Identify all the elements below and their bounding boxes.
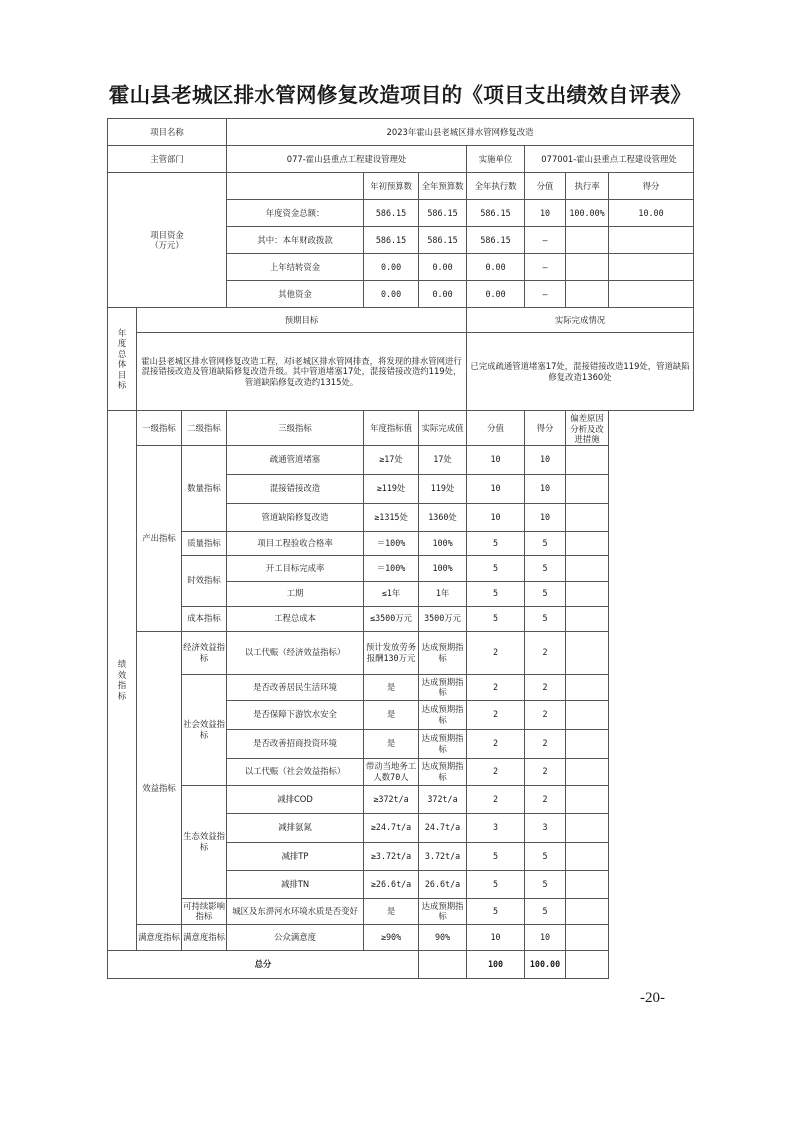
perf-value: 5	[467, 581, 525, 606]
perf-value: 5	[467, 531, 525, 555]
perf-deviation	[566, 700, 609, 729]
perf-target: ≥119处	[364, 474, 419, 503]
perf-deviation	[566, 555, 609, 581]
perf-score: 5	[525, 581, 566, 606]
perf-actual: 达成预期指标	[419, 631, 467, 674]
total-label: 总分	[108, 950, 419, 978]
funds-header: 全年预算数	[419, 173, 467, 200]
page-number: -20-	[640, 990, 665, 1006]
perf-score: 3	[525, 813, 566, 842]
funds-cell: 100.00%	[566, 200, 609, 227]
perf-actual: 24.7t/a	[419, 813, 467, 842]
funds-cell: 10.00	[609, 200, 694, 227]
self-evaluation-table	[107, 118, 694, 979]
perf-score: 2	[525, 674, 566, 700]
funds-header: 全年执行数	[467, 173, 525, 200]
perf-level3: 减排TN	[227, 870, 364, 898]
perf-label: 绩效指标	[108, 411, 137, 951]
perf-value: 5	[467, 842, 525, 870]
total-score: 100.00	[525, 950, 566, 978]
perf-actual: 119处	[419, 474, 467, 503]
perf-target: ≤1年	[364, 581, 419, 606]
project-name-value: 2023年霍山县老城区排水管网修复改造	[227, 119, 694, 146]
perf-level3: 是否改善居民生活环境	[227, 674, 364, 700]
funds-row-name: 其中：本年财政拨款	[227, 227, 364, 254]
perf-value: 5	[467, 555, 525, 581]
perf-level3: 减排COD	[227, 785, 364, 813]
perf-score: 5	[525, 606, 566, 631]
perf-deviation	[566, 729, 609, 758]
perf-actual: 达成预期指标	[419, 758, 467, 785]
perf-deviation	[566, 785, 609, 813]
goals-expected-label: 预期目标	[137, 308, 467, 333]
perf-deviation	[566, 842, 609, 870]
perf-row	[108, 785, 694, 813]
perf-target: 带动当地务工人数70人	[364, 758, 419, 785]
perf-level2: 可持续影响指标	[182, 898, 227, 924]
perf-target: 是	[364, 674, 419, 700]
perf-value: 2	[467, 729, 525, 758]
perf-value: 10	[467, 503, 525, 531]
perf-level2: 质量指标	[182, 531, 227, 555]
project-name-row	[108, 119, 694, 146]
perf-target: ≥17处	[364, 445, 419, 474]
perf-row	[108, 898, 694, 924]
funds-cell: 0.00	[419, 281, 467, 308]
perf-level3: 城区及东淠河水环境水质是否变好	[227, 898, 364, 924]
perf-header: 一级指标	[137, 411, 182, 446]
funds-header: 执行率	[566, 173, 609, 200]
perf-level1: 满意度指标	[137, 924, 182, 950]
perf-actual: 达成预期指标	[419, 700, 467, 729]
document-title: 霍山县老城区排水管网修复改造项目的《项目支出绩效自评表》	[108, 83, 692, 107]
funds-header: 得分	[609, 173, 694, 200]
funds-cell: 586.15	[419, 227, 467, 254]
perf-target: ≥372t/a	[364, 785, 419, 813]
total-value: 100	[467, 950, 525, 978]
impl-value: 077001-霍山县重点工程建设管理处	[525, 146, 694, 173]
perf-row	[108, 445, 694, 474]
perf-level2: 满意度指标	[182, 924, 227, 950]
perf-level3: 减排TP	[227, 842, 364, 870]
perf-target: ＝100%	[364, 555, 419, 581]
perf-value: 5	[467, 870, 525, 898]
perf-value: 3	[467, 813, 525, 842]
funds-cell	[566, 281, 609, 308]
impl-label: 实施单位	[467, 146, 525, 173]
funds-cell	[566, 227, 609, 254]
perf-row	[108, 555, 694, 581]
perf-target: ≥26.6t/a	[364, 870, 419, 898]
perf-level2: 成本指标	[182, 606, 227, 631]
perf-level3: 以工代赈（经济效益指标）	[227, 631, 364, 674]
funds-cell: 586.15	[364, 227, 419, 254]
perf-level3: 减排氨氮	[227, 813, 364, 842]
dept-value: 077-霍山县重点工程建设管理处	[227, 146, 467, 173]
funds-cell: —	[525, 281, 566, 308]
perf-actual: 3.72t/a	[419, 842, 467, 870]
funds-cell	[609, 281, 694, 308]
perf-level3: 管道缺陷修复改造	[227, 503, 364, 531]
perf-row	[108, 606, 694, 631]
funds-cell: 586.15	[364, 200, 419, 227]
perf-target: 是	[364, 729, 419, 758]
perf-deviation	[566, 606, 609, 631]
perf-row	[108, 531, 694, 555]
perf-target: ≥1315处	[364, 503, 419, 531]
perf-score: 10	[525, 503, 566, 531]
perf-target: ＝100%	[364, 531, 419, 555]
perf-deviation	[566, 581, 609, 606]
perf-actual: 达成预期指标	[419, 729, 467, 758]
perf-level3: 公众满意度	[227, 924, 364, 950]
perf-actual: 100%	[419, 531, 467, 555]
perf-score: 5	[525, 531, 566, 555]
funds-cell	[609, 227, 694, 254]
perf-value: 10	[467, 445, 525, 474]
perf-score: 2	[525, 785, 566, 813]
funds-cell: 586.15	[419, 200, 467, 227]
perf-deviation	[566, 531, 609, 555]
perf-actual: 1360处	[419, 503, 467, 531]
perf-actual: 26.6t/a	[419, 870, 467, 898]
funds-cell: 0.00	[467, 254, 525, 281]
perf-score: 2	[525, 758, 566, 785]
perf-target: ≤3500万元	[364, 606, 419, 631]
perf-value: 5	[467, 606, 525, 631]
perf-deviation	[566, 503, 609, 531]
perf-score: 2	[525, 700, 566, 729]
perf-value: 2	[467, 758, 525, 785]
perf-level3: 工期	[227, 581, 364, 606]
funds-header-blank	[227, 173, 364, 200]
perf-target: ≥90%	[364, 924, 419, 950]
perf-header: 二级指标	[182, 411, 227, 446]
perf-deviation	[566, 474, 609, 503]
perf-target: ≥24.7t/a	[364, 813, 419, 842]
funds-row-name: 上年结转资金	[227, 254, 364, 281]
funds-cell: 0.00	[467, 281, 525, 308]
funds-label: 项目资金 （万元）	[108, 173, 227, 308]
funds-header: 分值	[525, 173, 566, 200]
perf-score: 2	[525, 729, 566, 758]
perf-actual: 372t/a	[419, 785, 467, 813]
perf-deviation	[566, 898, 609, 924]
perf-score: 5	[525, 870, 566, 898]
perf-level3: 疏通管道堵塞	[227, 445, 364, 474]
perf-actual: 达成预期指标	[419, 898, 467, 924]
funds-header-row	[108, 173, 694, 200]
perf-score: 5	[525, 842, 566, 870]
perf-score: 10	[525, 474, 566, 503]
funds-cell: —	[525, 254, 566, 281]
perf-row	[108, 631, 694, 674]
perf-header: 实际完成值	[419, 411, 467, 446]
perf-score: 5	[525, 555, 566, 581]
perf-header: 偏差原因分析及改进措施	[566, 411, 609, 446]
perf-level3: 工程总成本	[227, 606, 364, 631]
perf-actual: 1年	[419, 581, 467, 606]
perf-value: 10	[467, 924, 525, 950]
funds-cell: 586.15	[467, 227, 525, 254]
goals-content-row	[108, 333, 694, 411]
perf-header: 年度指标值	[364, 411, 419, 446]
perf-deviation	[566, 674, 609, 700]
perf-level2: 时效指标	[182, 555, 227, 606]
perf-header: 分值	[467, 411, 525, 446]
goals-header-row	[108, 308, 694, 333]
perf-deviation	[566, 870, 609, 898]
perf-level3: 以工代赈（社会效益指标）	[227, 758, 364, 785]
goals-actual: 已完成疏通管道堵塞17处，混接错接改造119处，管道缺陷修复改造1360处	[467, 333, 694, 411]
perf-level2: 生态效益指标	[182, 785, 227, 898]
perf-value: 10	[467, 474, 525, 503]
perf-score: 2	[525, 631, 566, 674]
perf-header: 得分	[525, 411, 566, 446]
perf-level2: 经济效益指标	[182, 631, 227, 674]
goals-actual-label: 实际完成情况	[467, 308, 694, 333]
perf-header-row	[108, 411, 694, 446]
perf-deviation	[566, 758, 609, 785]
dept-row	[108, 146, 694, 173]
perf-level2: 社会效益指标	[182, 674, 227, 785]
funds-cell: 0.00	[364, 281, 419, 308]
perf-level3: 是否保障下游饮水安全	[227, 700, 364, 729]
perf-actual: 3500万元	[419, 606, 467, 631]
goals-label: 年度总体目标	[108, 308, 137, 411]
perf-level3: 开工目标完成率	[227, 555, 364, 581]
funds-header: 年初预算数	[364, 173, 419, 200]
perf-level1: 效益指标	[137, 631, 182, 924]
perf-actual: 17处	[419, 445, 467, 474]
funds-cell: 0.00	[364, 254, 419, 281]
goals-expected: 霍山县老城区排水管网修复改造工程，对i老城区排水管网排查，将发现的排水管网进行混接错接改造及管道缺陷修复改造升级。其中管道堵塞17处，混接错接改造约119处，管道缺陷修复改造约1315处。	[137, 333, 467, 411]
funds-cell: —	[525, 227, 566, 254]
perf-level1: 产出指标	[137, 445, 182, 631]
perf-value: 2	[467, 700, 525, 729]
perf-level2: 数量指标	[182, 445, 227, 531]
perf-row	[108, 924, 694, 950]
project-name-label: 项目名称	[108, 119, 227, 146]
total-deviation	[566, 950, 609, 978]
perf-score: 10	[525, 445, 566, 474]
perf-score: 10	[525, 924, 566, 950]
perf-level3: 混接错接改造	[227, 474, 364, 503]
perf-actual: 达成预期指标	[419, 674, 467, 700]
perf-deviation	[566, 813, 609, 842]
funds-row-name: 其他资金	[227, 281, 364, 308]
perf-target: 是	[364, 700, 419, 729]
total-blank	[419, 950, 467, 978]
perf-level3: 项目工程验收合格率	[227, 531, 364, 555]
perf-header: 三级指标	[227, 411, 364, 446]
perf-actual: 100%	[419, 555, 467, 581]
perf-deviation	[566, 631, 609, 674]
perf-row	[108, 674, 694, 700]
funds-cell: 10	[525, 200, 566, 227]
perf-deviation	[566, 445, 609, 474]
funds-cell	[609, 254, 694, 281]
perf-score: 5	[525, 898, 566, 924]
funds-cell	[566, 254, 609, 281]
perf-value: 5	[467, 898, 525, 924]
dept-label: 主管部门	[108, 146, 227, 173]
perf-target: 是	[364, 898, 419, 924]
total-row	[108, 950, 694, 978]
perf-value: 2	[467, 631, 525, 674]
perf-target: ≥3.72t/a	[364, 842, 419, 870]
perf-value: 2	[467, 785, 525, 813]
perf-deviation	[566, 924, 609, 950]
perf-actual: 90%	[419, 924, 467, 950]
perf-value: 2	[467, 674, 525, 700]
funds-cell: 586.15	[467, 200, 525, 227]
perf-target: 预计发放劳务报酬130万元	[364, 631, 419, 674]
funds-row-name: 年度资金总额：	[227, 200, 364, 227]
funds-cell: 0.00	[419, 254, 467, 281]
perf-level3: 是否改善招商投资环境	[227, 729, 364, 758]
